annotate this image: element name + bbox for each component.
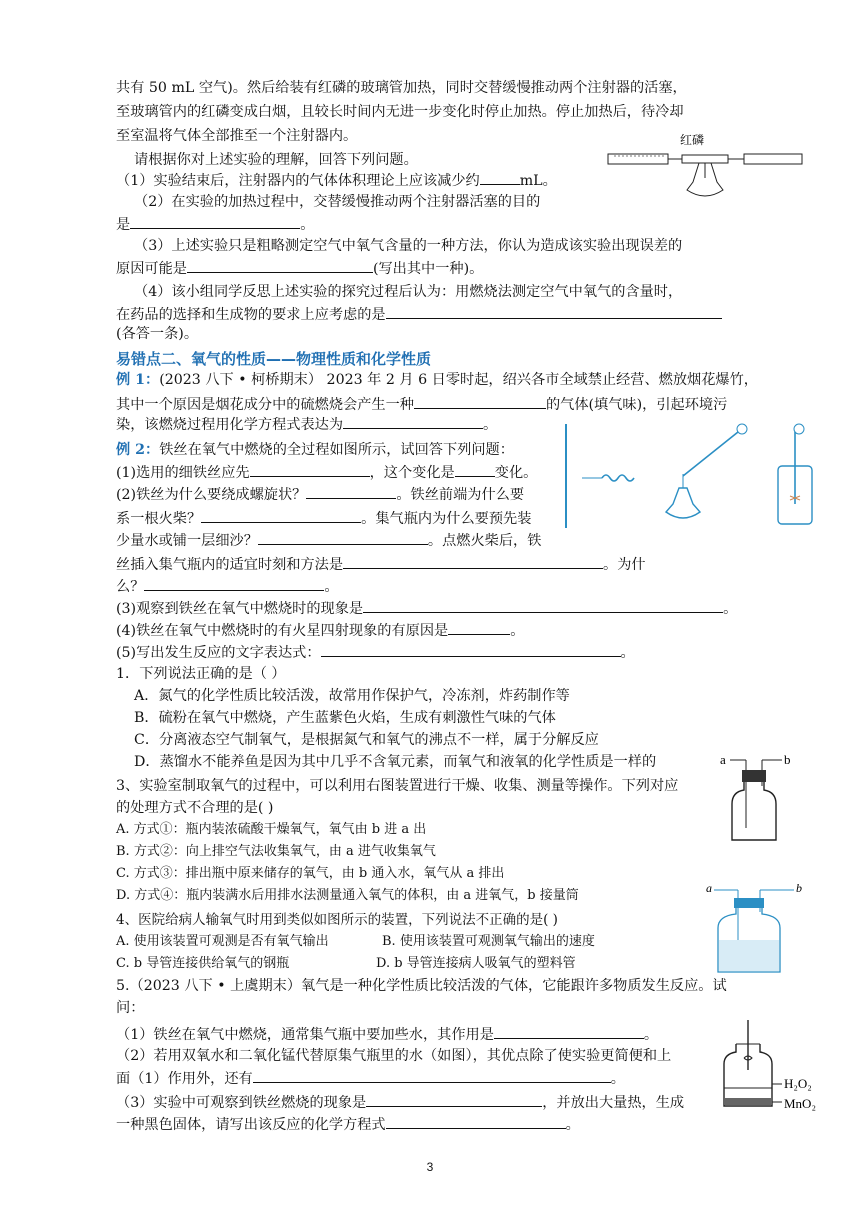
example-2-line: 例 2：铁丝在氧气中燃烧的全过程如图所示，试回答下列问题： <box>116 442 514 458</box>
question-4-stem: 4、医院给病人输氧气时用到类似如图所示的装置，下列说法不正确的是( ) <box>116 912 558 928</box>
example-2-line: (4)铁丝在氧气中燃烧时的有火星四射现象的有原因是 。 <box>116 620 524 641</box>
question-5-part: 面（1）作用外，还有 。 <box>116 1068 625 1089</box>
option-a: A．氮气的化学性质比较活泼，故常用作保护气，冷冻剂，炸药制作等 <box>134 688 570 704</box>
text-line: 至玻璃管内的红磷变成白烟，且较长时间内无进一步变化时停止加热。停止加热后，待冷却 <box>116 104 684 120</box>
question-5-stem: 5.（2023 八下 • 上虞期末）氧气是一种化学性质比较活泼的气体，它能跟许多物质发生反应。试 <box>116 978 727 994</box>
oxygen-humidifier-figure <box>704 880 814 976</box>
example-2-line: (1)选用的细铁丝应先 ，这个变化是 变化。 <box>116 462 537 483</box>
question-5-part: （1）铁丝在氧气中燃烧，通常集气瓶中要加些水，其作用是 。 <box>116 1024 658 1045</box>
text-line: 共有 50 mL 空气)。然后给装有红磷的玻璃管加热，同时交替缓慢推动两个注射器的活塞， <box>116 80 687 96</box>
h2o2-jar-figure <box>718 1018 828 1114</box>
option-b: B．硫粉在氧气中燃烧，产生蓝紫色火焰，生成有刺激性气味的气体 <box>134 710 556 726</box>
bottle-label-b: b <box>784 752 791 767</box>
question-1-1: （1）实验结束后，注射器内的气体体积理论上应该减少约 mL。 <box>116 170 557 191</box>
h2o2-label: H₂O₂ <box>784 1076 812 1091</box>
option-d: D. b 导管连接病人吸氧气的塑料管 <box>376 956 576 971</box>
bottle-label-a: a <box>720 752 726 767</box>
question-1-3: 原因可能是 (写出其中一种)。 <box>116 258 483 279</box>
gas-washing-bottle-figure <box>718 748 798 844</box>
example-2-line: (5)写出发生反应的文字表达式： 。 <box>116 642 635 663</box>
question-1-stem: 1．下列说法正确的是（ ） <box>116 666 286 682</box>
option-c: C. 方式③：排出瓶中原来储存的氧气，由 b 通入水，氧气从 a 排出 <box>116 866 505 881</box>
question-5-stem: 问： <box>116 1000 145 1016</box>
page-number: 3 <box>426 1160 434 1174</box>
option-c: C．分离液态空气制氧气，是根据氮气和氧气的沸点不一样，属于分解反应 <box>134 732 599 748</box>
text-line: （3）上述实验只是粗略测定空气中氧气含量的一种方法，你认为造成该实验出现误差的 <box>134 238 683 254</box>
question-5-part: 一种黑色固体，请写出该反应的化学方程式 。 <box>116 1114 580 1135</box>
text-line: (各答一条)。 <box>116 326 199 342</box>
example-2-line: (2)铁丝为什么要绕成螺旋状？ 。铁丝前端为什么要 <box>116 484 524 505</box>
option-d: D. 方式④：瓶内装满水后用排水法测量通入氧气的体积，由 a 进氧气，b 接量筒 <box>116 888 579 903</box>
section-title: 易错点二、氧气的性质——物理性质和化学性质 <box>116 350 432 368</box>
bottle-label-a: a <box>706 881 712 895</box>
option-d: D．蒸馏水不能养鱼是因为其中几乎不含氧元素，而氧气和液氧的化学性质是一样的 <box>134 754 657 770</box>
iron-wire-burning-figure <box>562 420 828 532</box>
option-b: B. 使用该装置可观测氧气输出的速度 <box>382 934 595 949</box>
option-b: B. 方式②：向上排空气法收集氧气，由 a 进气收集氧气 <box>116 844 436 859</box>
question-1-4: 在药品的选择和生成物的要求上应考虑的是 <box>116 304 722 325</box>
option-a: A. 方式①：瓶内装浓硫酸干燥氧气，氧气由 b 进 a 出 <box>116 822 427 837</box>
red-phosphorus-label: 红磷 <box>680 133 705 147</box>
question-3-stem: 的处理方式不合理的是( ) <box>116 800 274 816</box>
mno2-label: MnO₂ <box>784 1096 816 1111</box>
text-line: （4）该小组同学反思上述实验的探究过程后认为：用燃烧法测定空气中氧气的含量时， <box>134 284 683 300</box>
question-5-part: （2）若用双氧水和二氧化锰代替原集气瓶里的水（如图），其优点除了使实验更简便和上 <box>116 1048 672 1064</box>
example-2-line: 少量水或铺一层细沙？ 。点燃火柴后，铁 <box>116 530 541 551</box>
example-2-line: 系一根火柴？ 。集气瓶内为什么要预先装 <box>116 508 531 529</box>
option-a: A. 使用该装置可观测是否有氧气输出 <box>116 934 329 949</box>
example-1-line: 例 1：(2023 八下 • 柯桥期末） 2023 年 2 月 6 日零时起，绍兴各市全域禁止经营、燃放烟花爆竹， <box>116 372 758 388</box>
question-5-part: （3）实验中可观察到铁丝燃烧的现象是 ，并放出大量热，生成 <box>116 1092 684 1113</box>
example-1-line: 染，该燃烧过程用化学方程式表达为 。 <box>116 414 497 435</box>
question-1-2: 是 。 <box>116 214 314 235</box>
example-2-line: (3)观察到铁丝在氧气中燃烧时的现象是 。 <box>116 598 737 619</box>
example-2-line: 丝插入集气瓶内的适宜时刻和方法是 。为什 <box>116 554 646 575</box>
example-1-line: 其中一个原因是烟花成分中的硫燃烧会产生一种 的气体(填气味)，引起环境污 <box>116 394 727 415</box>
bottle-label-b: b <box>796 881 802 895</box>
text-line: 请根据你对上述实验的理解，回答下列问题。 <box>134 152 418 168</box>
option-c: C. b 导管连接供给氧气的钢瓶 <box>116 956 290 971</box>
text-line: （2）在实验的加热过程中，交替缓慢推动两个注射器活塞的目的 <box>134 194 541 210</box>
example-2-line: 么？ 。 <box>116 576 339 597</box>
question-3-stem: 3、实验室制取氧气的过程中，可以利用右图装置进行干燥、收集、测量等操作。下列对应 <box>116 778 679 794</box>
syringe-apparatus-figure <box>604 130 808 206</box>
text-line: 至室温将气体全部推至一个注射器内。 <box>116 128 358 144</box>
